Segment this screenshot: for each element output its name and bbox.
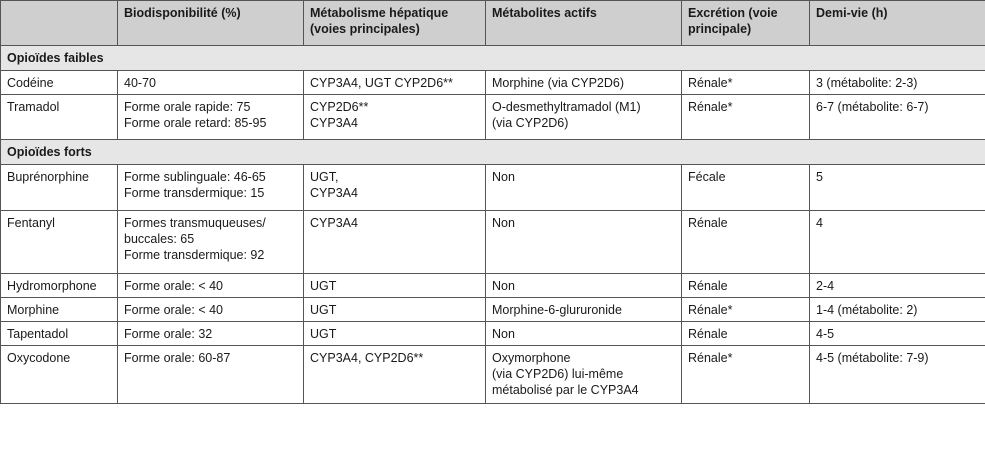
half-life-cell: 4 — [810, 211, 985, 274]
metabolism-cell: CYP3A4 — [304, 211, 486, 274]
metabolites-cell: O-desmethyltramadol (M1) (via CYP2D6) — [486, 95, 682, 140]
drug-name: Morphine — [1, 298, 118, 322]
bioavailability-cell: Forme orale: 32 — [118, 322, 304, 346]
header-cell-hepatic-metabolism: Métabolisme hépatique (voies principales) — [304, 1, 486, 46]
section-title: Opioïdes faibles — [1, 46, 985, 71]
excretion-cell: Rénale* — [682, 71, 810, 95]
drug-name: Fentanyl — [1, 211, 118, 274]
table-row — [1, 71, 985, 95]
half-life-cell: 6-7 (métabolite: 6-7) — [810, 95, 985, 140]
metabolites-cell: Non — [486, 165, 682, 211]
section-title: Opioïdes forts — [1, 140, 985, 165]
half-life-cell: 4-5 — [810, 322, 985, 346]
metabolites-cell: Morphine (via CYP2D6) — [486, 71, 682, 95]
header-cell-excretion: Excrétion (voie principale) — [682, 1, 810, 46]
drug-name: Hydromorphone — [1, 274, 118, 298]
drug-name: Codéine — [1, 71, 118, 95]
header-cell-bioavailability: Biodisponibilité (%) — [118, 1, 304, 46]
header-cell-active-metabolites: Métabolites actifs — [486, 1, 682, 46]
metabolism-cell: CYP3A4, UGT CYP2D6** — [304, 71, 486, 95]
section-row-strong-opioids — [1, 140, 985, 165]
drug-name: Buprénorphine — [1, 165, 118, 211]
metabolites-cell: Morphine-6-glururonide — [486, 298, 682, 322]
header-cell-half-life: Demi-vie (h) — [810, 1, 985, 46]
metabolism-cell: UGT — [304, 274, 486, 298]
table-row — [1, 322, 985, 346]
bioavailability-cell: Forme orale: 60-87 — [118, 346, 304, 404]
excretion-cell: Rénale — [682, 274, 810, 298]
metabolites-cell: Non — [486, 211, 682, 274]
table-row — [1, 298, 985, 322]
table-row — [1, 274, 985, 298]
half-life-cell: 2-4 — [810, 274, 985, 298]
half-life-cell: 4-5 (métabolite: 7-9) — [810, 346, 985, 404]
metabolites-cell: Non — [486, 274, 682, 298]
half-life-cell: 5 — [810, 165, 985, 211]
header-cell-drug — [1, 1, 118, 46]
metabolism-cell: CYP3A4, CYP2D6** — [304, 346, 486, 404]
drug-name: Tramadol — [1, 95, 118, 140]
drug-name: Tapentadol — [1, 322, 118, 346]
excretion-cell: Rénale* — [682, 346, 810, 404]
excretion-cell: Fécale — [682, 165, 810, 211]
table-row — [1, 165, 985, 211]
excretion-cell: Rénale — [682, 322, 810, 346]
metabolism-cell: CYP2D6** CYP3A4 — [304, 95, 486, 140]
metabolism-cell: UGT — [304, 322, 486, 346]
section-row-weak-opioids — [1, 46, 985, 71]
table-row — [1, 211, 985, 274]
header-row — [1, 1, 985, 46]
excretion-cell: Rénale — [682, 211, 810, 274]
bioavailability-cell: 40-70 — [118, 71, 304, 95]
half-life-cell: 1-4 (métabolite: 2) — [810, 298, 985, 322]
bioavailability-cell: Forme orale rapide: 75 Forme orale retard: 85-95 — [118, 95, 304, 140]
metabolites-cell: Oxymorphone (via CYP2D6) lui-même métabolisé par le CYP3A4 — [486, 346, 682, 404]
bioavailability-cell: Formes transmuqueuses/ buccales: 65 Forme transdermique: 92 — [118, 211, 304, 274]
excretion-cell: Rénale* — [682, 298, 810, 322]
bioavailability-cell: Forme sublinguale: 46-65 Forme transdermique: 15 — [118, 165, 304, 211]
metabolism-cell: UGT — [304, 298, 486, 322]
half-life-cell: 3 (métabolite: 2-3) — [810, 71, 985, 95]
bioavailability-cell: Forme orale: < 40 — [118, 298, 304, 322]
metabolites-cell: Non — [486, 322, 682, 346]
excretion-cell: Rénale* — [682, 95, 810, 140]
table-row — [1, 95, 985, 140]
metabolism-cell: UGT, CYP3A4 — [304, 165, 486, 211]
drug-name: Oxycodone — [1, 346, 118, 404]
bioavailability-cell: Forme orale: < 40 — [118, 274, 304, 298]
table-row — [1, 346, 985, 404]
